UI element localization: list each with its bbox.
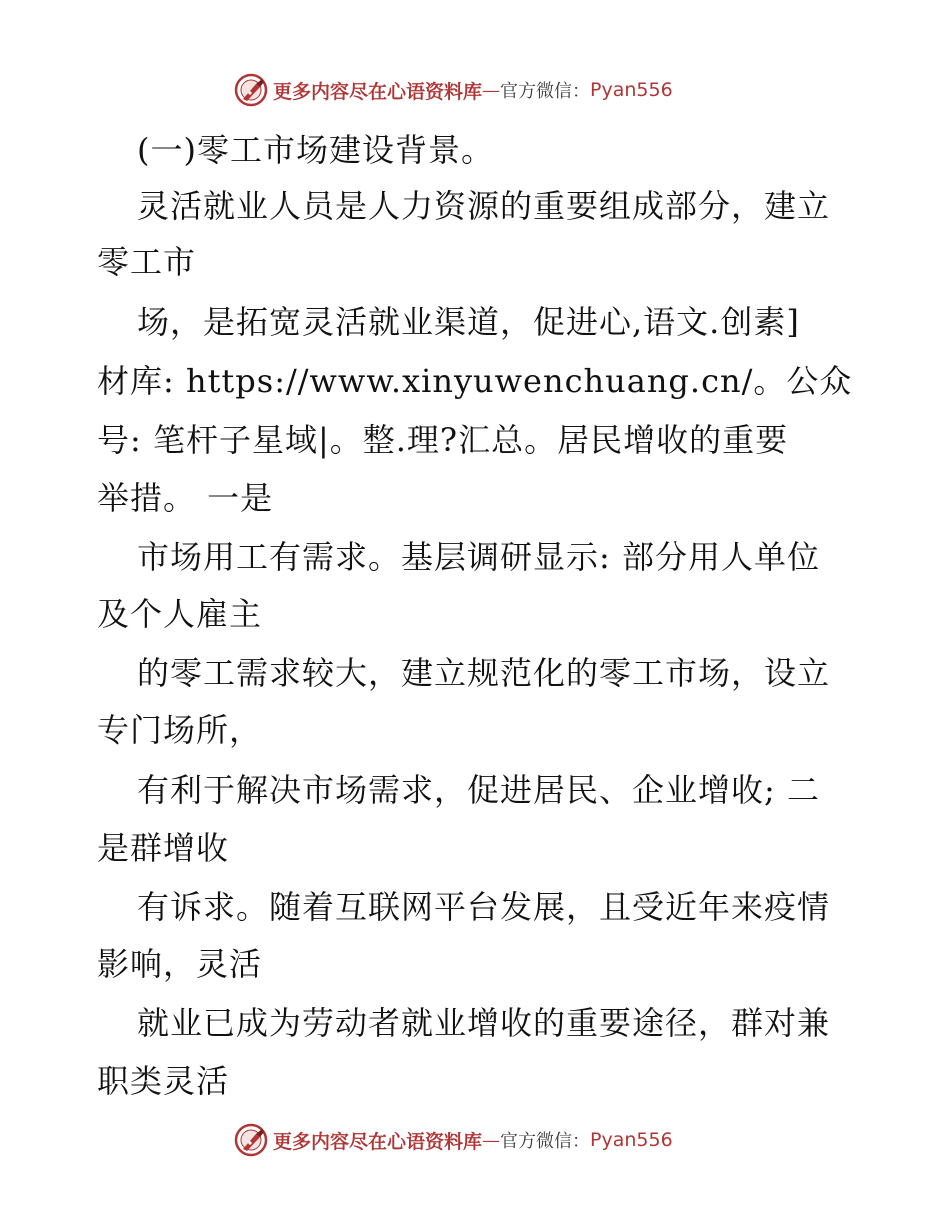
text-line: 场，是拓宽灵活就业渠道，促进心,语文.创素] (137, 303, 800, 341)
text-line: 是群增收 (97, 829, 230, 867)
pen-nib-seal-icon (234, 73, 268, 107)
pen-nib-seal-icon (234, 1123, 268, 1157)
watermark-separator: — (482, 79, 501, 101)
watermark-label: 官方微信： (500, 81, 591, 102)
text-line: 材库: https://www.xinyuwenchuang.cn/。公众 (97, 362, 853, 400)
watermark-text: 更多内容尽在心语资料库 (273, 1130, 483, 1153)
text-line: 灵活就业人员是人力资源的重要组成部分，建立 (137, 187, 831, 225)
footer-watermark (234, 1122, 673, 1158)
watermark-separator: — (482, 1129, 501, 1151)
text-line: 有诉求。随着互联网平台发展，且受近年来疫情 (137, 888, 831, 926)
watermark-id: Pyan556 (590, 1129, 673, 1151)
text-line: 专门场所， (97, 711, 263, 749)
text-line: 号: 笔杆子星域|。整.理?汇总。居民增收的重要 (97, 421, 789, 459)
text-line: 举措。 一是 (97, 479, 274, 517)
header-watermark (234, 72, 673, 108)
text-line: 零工市 (97, 243, 197, 281)
text-line: 就业已成为劳动者就业增收的重要途径，群对兼 (137, 1004, 831, 1042)
text-line: 及个人雇主 (97, 595, 263, 633)
text-line: 的零工需求较大，建立规范化的零工市场，设立 (137, 654, 831, 692)
watermark-text: 更多内容尽在心语资料库 (273, 80, 483, 103)
text-line: 有利于解决市场需求，促进居民、企业增收; 二 (137, 771, 820, 809)
text-line: 市场用工有需求。基层调研显示: 部分用人单位 (137, 538, 820, 576)
text-line: (一)零工市场建设背景。 (137, 131, 494, 169)
text-line: 职类灵活 (97, 1062, 230, 1100)
text-line: 影响，灵活 (97, 945, 263, 983)
watermark-label: 官方微信： (500, 1131, 591, 1152)
watermark-id: Pyan556 (590, 79, 673, 101)
